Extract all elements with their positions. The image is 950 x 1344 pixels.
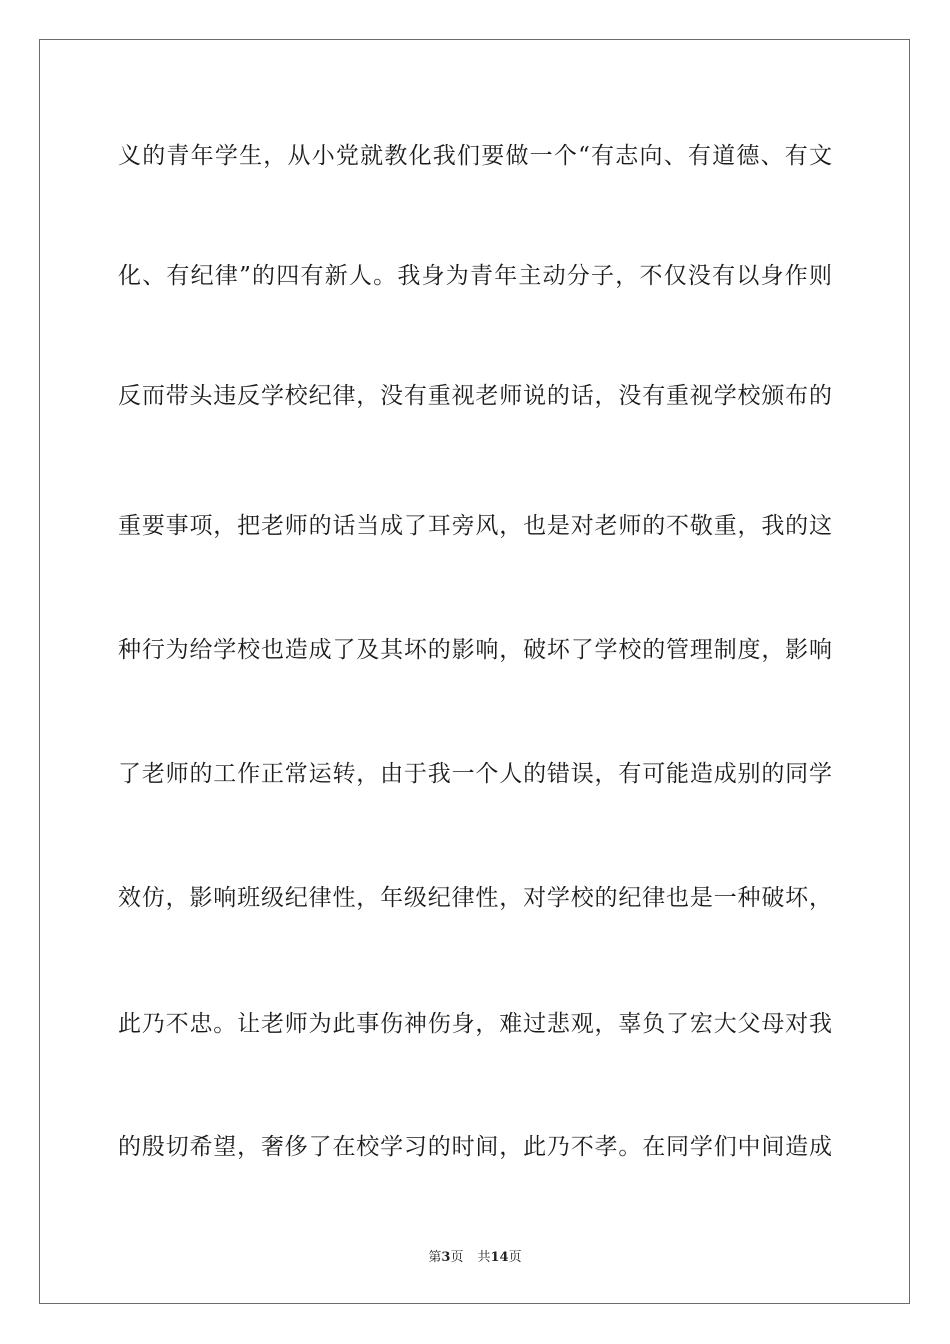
page-border (39, 39, 910, 1304)
text-line: 此乃不忠。让老师为此事伤神伤身，难过悲观，辜负了宏大父母对我 (118, 1011, 832, 1037)
footer-page-number: 3 (441, 1250, 451, 1265)
footer-page-suffix: 页 (450, 1250, 464, 1265)
text-line: 义的青年学生，从小党就教化我们要做一个“有志向、有道德、有文 (118, 143, 832, 169)
text-line: 效仿，影响班级纪律性，年级纪律性，对学校的纪律也是一种破坏， (118, 885, 832, 911)
text-line: 反而带头违反学校纪律，没有重视老师说的话，没有重视学校颁布的 (118, 383, 832, 409)
footer-total-suffix: 页 (508, 1250, 522, 1265)
page-footer (0, 1250, 950, 1266)
footer-total-prefix: 共 (477, 1250, 491, 1265)
text-line: 了老师的工作正常运转，由于我一个人的错误，有可能造成别的同学 (118, 761, 832, 787)
footer-total-pages: 14 (490, 1250, 509, 1265)
text-line: 种行为给学校也造成了及其坏的影响，破坏了学校的管理制度，影响 (118, 637, 832, 663)
footer-page-prefix: 第 (428, 1250, 442, 1265)
text-line: 重要事项，把老师的话当成了耳旁风，也是对老师的不敬重，我的这 (118, 513, 832, 539)
text-line: 化、有纪律”的四有新人。我身为青年主动分子，不仅没有以身作则 (118, 263, 832, 289)
text-line: 的殷切希望，奢侈了在校学习的时间，此乃不孝。在同学们中间造成 (118, 1134, 832, 1160)
